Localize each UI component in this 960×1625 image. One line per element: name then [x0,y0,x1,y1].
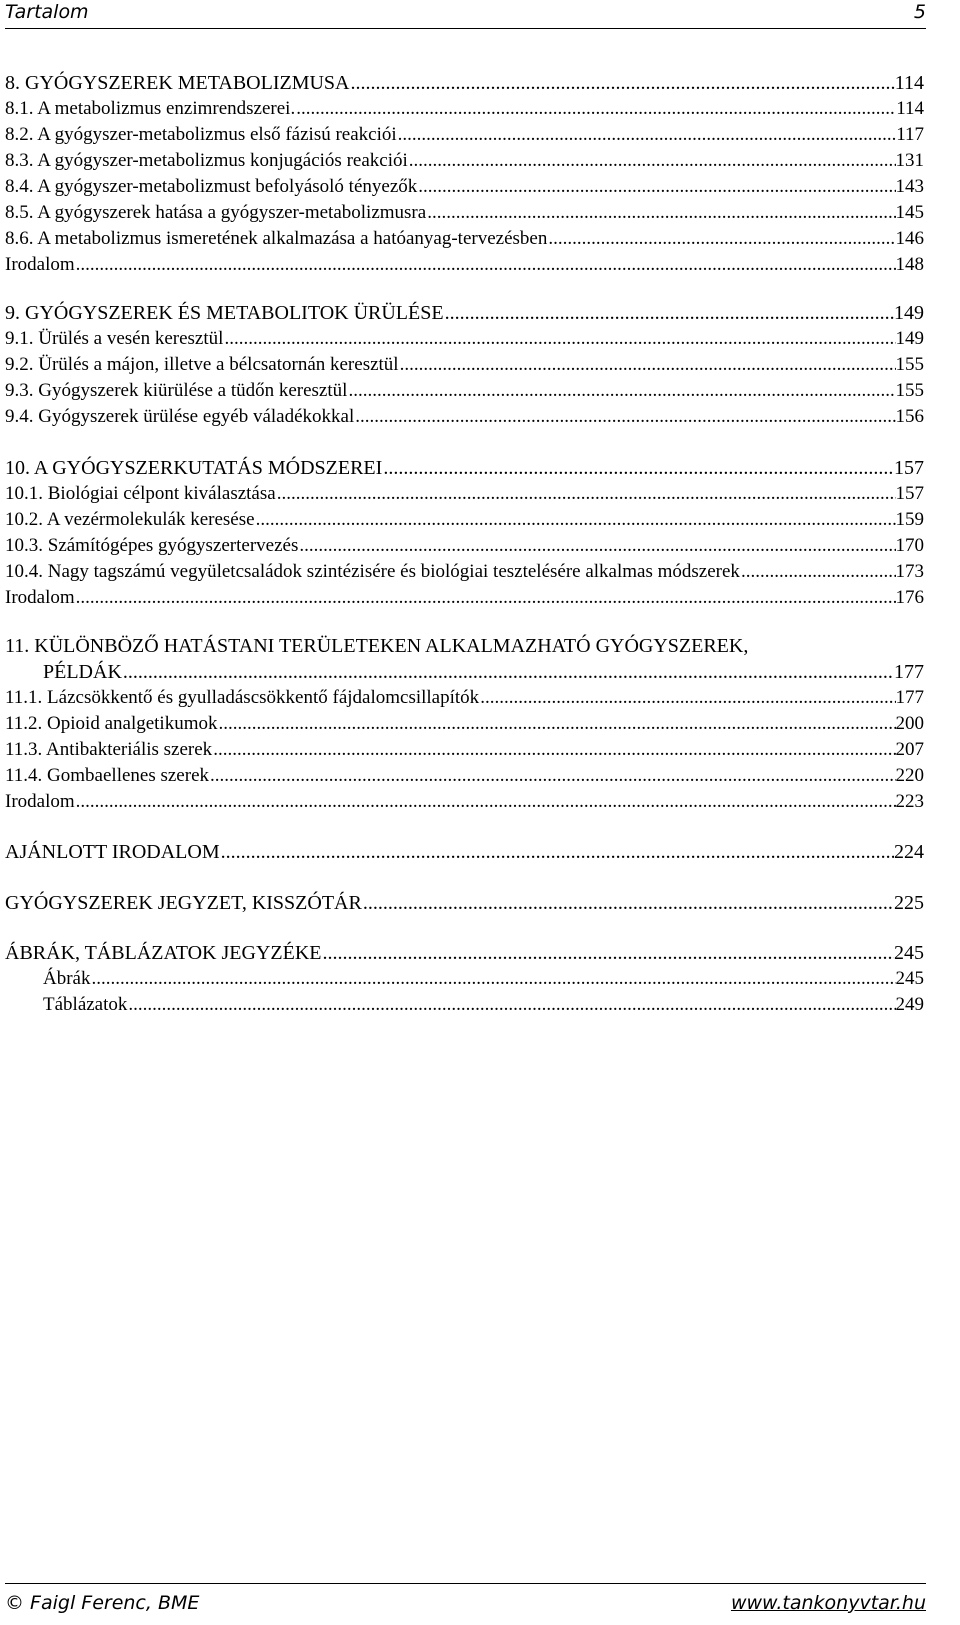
toc-entry-page-number: 176 [895,587,924,608]
dot-leader [355,404,895,430]
dot-leader [123,659,894,685]
toc-entry-title: 9.2. Ürülés a májon, illetve a bélcsatornán keresztül [5,354,399,375]
toc-entry-title: Ábrák [43,968,91,989]
dot-leader [76,585,896,611]
dot-leader [299,533,895,559]
toc-entry-title: 11.3. Antibakteriális szerek [5,739,213,760]
toc-entry[interactable] [5,533,924,559]
toc-entry[interactable] [5,174,924,200]
toc-entry[interactable] [5,122,924,148]
dot-leader [91,966,895,992]
dot-leader [219,711,896,737]
toc-entry[interactable] [5,685,924,711]
page-footer [5,1583,926,1614]
toc-entry-title: Irodalom [5,587,75,608]
toc-entry-page-number: 149 [895,328,924,349]
toc-chapter-entry[interactable] [5,839,924,865]
toc-entry-title-continuation: PÉLDÁK [43,661,122,683]
toc-entry-page-number: 117 [896,124,924,145]
toc-entry[interactable] [5,200,924,226]
toc-entry-title: ÁBRÁK, TÁBLÁZATOK JEGYZÉKE [5,942,322,964]
dot-leader [741,559,896,585]
toc-entry-page-number: 223 [895,791,924,812]
dot-leader [348,378,895,404]
dot-leader [363,890,894,916]
toc-entry-page-number: 245 [895,968,924,989]
toc-entry-page-number: 114 [896,98,924,119]
header-section-title: Tartalom [5,1,89,23]
toc-entry-page-number: 173 [895,561,924,582]
footer-website-link[interactable]: www.tankonyvtar.hu [730,1592,926,1614]
toc-entry-title: Irodalom [5,254,75,275]
toc-entry-page-number: 207 [895,739,924,760]
toc-entry[interactable] [5,148,924,174]
toc-entry[interactable] [5,737,924,763]
toc-entry[interactable] [5,966,924,992]
dot-leader [224,326,895,352]
toc-entry-page-number: 148 [895,254,924,275]
toc-entry-page-number: 145 [895,202,924,223]
dot-leader [322,940,894,966]
toc-entry[interactable] [5,559,924,585]
dot-leader [76,252,896,278]
toc-entry-page-number: 143 [895,176,924,197]
toc-entry-title: 8.1. A metabolizmus enzimrendszerei. [5,98,296,119]
dot-leader [398,122,897,148]
header-page-number: 5 [913,1,926,23]
toc-entry-page-number: 177 [895,687,924,708]
toc-entry-page-number: 170 [895,535,924,556]
toc-entry-title: 10. A GYÓGYSZERKUTATÁS MÓDSZEREI [5,457,383,479]
toc-entry-title: 10.2. A vezérmolekulák keresése [5,509,255,530]
toc-entry[interactable] [5,352,924,378]
toc-entry[interactable] [5,252,924,278]
toc-entry[interactable] [5,481,924,507]
dot-leader [445,300,894,326]
dot-leader [210,763,896,789]
toc-entry-title: GYÓGYSZEREK JEGYZET, KISSZÓTÁR [5,892,362,914]
dot-leader [480,685,895,711]
dot-leader [418,174,895,200]
toc-entry-title: 11.1. Lázcsökkentő és gyulladáscsökkentő fájdalomcsillapítók [5,687,480,708]
toc-chapter-entry[interactable] [5,940,924,966]
toc-entry-title: 8.6. A metabolizmus ismeretének alkalmazása a hatóanyag-tervezésben [5,228,548,249]
toc-entry-title: 11.2. Opioid analgetikumok [5,713,218,734]
toc-entry-page-number: 249 [895,994,924,1015]
toc-entry-title: Irodalom [5,791,75,812]
toc-entry[interactable] [5,763,924,789]
dot-leader [221,839,894,865]
toc-entry-page-number: 149 [894,302,924,324]
toc-entry[interactable] [5,226,924,252]
toc-entry-title: 8.5. A gyógyszerek hatása a gyógyszer-metabolizmusra [5,202,427,223]
toc-entry-title: 8. GYÓGYSZEREK METABOLIZMUSA [5,72,350,94]
dot-leader [213,737,895,763]
toc-entry-page-number: 157 [894,457,924,479]
toc-entry-title: 9.4. Gyógyszerek ürülése egyéb váladékokkal [5,406,355,427]
toc-entry-page-number: 224 [894,841,924,863]
toc-entry-title: 9.3. Gyógyszerek kiürülése a tüdőn keresztül [5,380,348,401]
toc-entry-page-number: 157 [895,483,924,504]
toc-chapter-entry[interactable] [5,70,924,96]
toc-chapter-entry[interactable] [5,455,924,481]
dot-leader [76,789,896,815]
dot-leader [427,200,895,226]
toc-entry-title: Táblázatok [43,994,128,1015]
toc-entry-title: 9. GYÓGYSZEREK ÉS METABOLITOK ÜRÜLÉSE [5,302,444,324]
toc-entry-page-number: 177 [894,661,924,683]
toc-entry[interactable] [5,585,924,611]
toc-entry-title: AJÁNLOTT IRODALOM [5,841,220,863]
toc-entry-title: 11. KÜLÖNBÖZŐ HATÁSTANI TERÜLETEKEN ALKALMAZHATÓ GYÓGYSZEREK, [5,635,749,657]
toc-entry-page-number: 155 [895,354,924,375]
toc-entry[interactable] [5,96,924,122]
toc-entry-page-number: 156 [895,406,924,427]
toc-entry-page-number: 225 [894,892,924,914]
toc-entry-page-number: 114 [894,72,924,94]
dot-leader [548,226,895,252]
toc-entry-title: 11.4. Gombaellenes szerek [5,765,209,786]
toc-entry-page-number: 131 [895,150,924,171]
toc-entry-page-number: 200 [895,713,924,734]
toc-entry[interactable] [5,378,924,404]
toc-entry-title: 10.3. Számítógépes gyógyszertervezés [5,535,299,556]
toc-entry[interactable] [5,992,924,1018]
footer-copyright: © Faigl Ferenc, BME [5,1592,200,1614]
toc-entry-page-number: 155 [895,380,924,401]
dot-leader [351,70,895,96]
dot-leader [128,992,895,1018]
toc-entry-title: 10.1. Biológiai célpont kiválasztása [5,483,276,504]
dot-leader [383,455,894,481]
toc-entry-page-number: 159 [895,509,924,530]
toc-chapter-entry[interactable] [5,890,924,916]
toc-chapter-entry[interactable] [5,300,924,326]
toc-entry-title: 8.2. A gyógyszer-metabolizmus első fázisú reakciói [5,124,397,145]
toc-entry-title: 10.4. Nagy tagszámú vegyületcsaládok szintézisére és biológiai tesztelésére alkalmas módszerek [5,561,740,582]
toc-entry-page-number: 245 [894,942,924,964]
toc-entry[interactable] [5,404,924,430]
dot-leader [409,148,896,174]
toc-entry[interactable] [5,711,924,737]
toc-entry-title: 8.3. A gyógyszer-metabolizmus konjugációs reakciói [5,150,408,171]
toc-chapter-entry[interactable] [5,633,924,685]
toc-entry[interactable] [5,326,924,352]
toc-entry[interactable] [5,507,924,533]
toc-entry-title: 9.1. Ürülés a vesén keresztül [5,328,224,349]
dot-leader [400,352,896,378]
dot-leader [256,507,896,533]
page-header [5,0,926,29]
toc-entry-page-number: 220 [895,765,924,786]
toc-entry-page-number: 146 [895,228,924,249]
toc-entry-title: 8.4. A gyógyszer-metabolizmust befolyásoló tényezők [5,176,418,197]
dot-leader [277,481,896,507]
toc-entry[interactable] [5,789,924,815]
dot-leader [296,96,896,122]
